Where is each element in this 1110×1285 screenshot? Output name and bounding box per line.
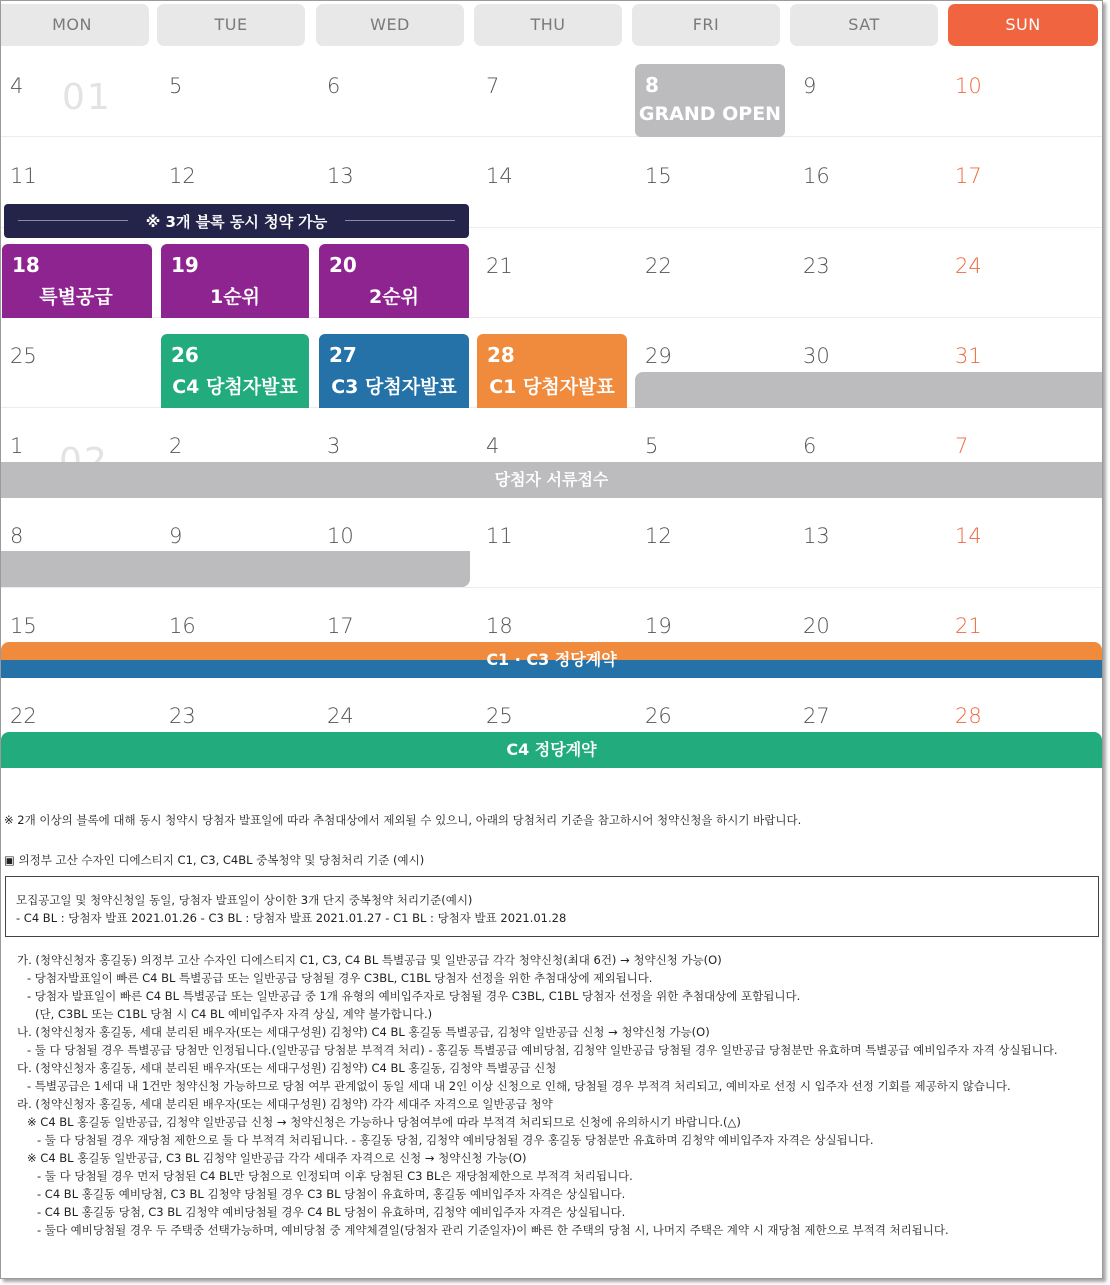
rule-da: 다. (청약신청자 홍길동, 세대 분리된 배우자(또는 세대구성원) 김청약) C4 BL 홍길동, 김청약 특별공급 신청 xyxy=(17,1061,557,1075)
day-number: 26 xyxy=(645,704,672,728)
event-label: 2순위 xyxy=(369,286,419,308)
c1-c3-contract-label: C1 · C3 정당계약 xyxy=(486,650,617,669)
day-number: 11 xyxy=(10,164,37,188)
event-first-priority xyxy=(161,244,309,318)
event-label: GRAND OPEN xyxy=(638,103,782,125)
day-number: 8 xyxy=(10,524,24,548)
rule-ga: 가. (청약신청자 홍길동) 의정부 고산 수자인 디에스티지 C1, C3, C4 BL 특별공급 및 일반공급 각각 청약신청(최대 6건) → 청약신청 가능(O) xyxy=(17,953,722,967)
event-day-number: 19 xyxy=(171,253,199,277)
box-line-2: - C4 BL : 당첨자 발표 2021.01.26 - C3 BL : 당첨자 발표 2021.01.27 - C1 BL : 당첨자 발표 2021.01.28 xyxy=(16,911,567,925)
day-number: 10 xyxy=(327,524,354,548)
event-day-number: 20 xyxy=(329,253,357,277)
day-number: 23 xyxy=(803,254,830,278)
rule-na: 나. (청약신청자 홍길동, 세대 분리된 배우자(또는 세대구성원) 김청약) C4 BL 홍길동 특별공급, 김청약 일반공급 신청 → 청약신청 가능(O) xyxy=(17,1025,710,1039)
day-number: 5 xyxy=(169,74,183,98)
rule-ra-case-2-detail: - 둘다 예비당첨될 경우 두 주택중 선택가능하며, 예비당첨 중 계약체결일(당첨자 관리 기준일자)이 빠른 한 주택의 당첨 시, 나머지 주택은 계약 시 재당첨 제한으로 부적격 처리됩니다. xyxy=(37,1223,949,1237)
event-label: C1 당첨자발표 xyxy=(489,376,615,398)
rule-ga-1: - 당첨자발표일이 빠른 C4 BL 특별공급 또는 일반공급 당첨될 경우 C3BL, C1BL 당첨자 선정을 위한 추첨대상에 제외됩니다. xyxy=(27,971,653,985)
day-number: 30 xyxy=(803,344,830,368)
event-label: 1순위 xyxy=(210,286,260,308)
month-label-jan: 01 xyxy=(62,77,112,118)
day-number: 9 xyxy=(169,524,183,548)
weekday-fri: FRI xyxy=(632,4,780,46)
event-c3-announcement xyxy=(319,334,469,408)
example-criteria-box xyxy=(5,876,1099,937)
event-label: C3 당첨자발표 xyxy=(331,376,457,398)
row-divider xyxy=(1,136,1102,137)
day-number: 4 xyxy=(486,434,500,458)
day-number: 6 xyxy=(327,74,341,98)
event-day-number: 8 xyxy=(645,73,659,97)
notes-heading: ▣ 의정부 고산 수자인 디에스티지 C1, C3, C4BL 중복청약 및 당첨처리 기준 (예시) xyxy=(4,853,425,867)
event-c1-announcement xyxy=(477,334,627,408)
weekday-wed: WED xyxy=(316,4,464,46)
day-number: 15 xyxy=(10,614,37,638)
day-number: 19 xyxy=(645,614,672,638)
day-number: 3 xyxy=(327,434,341,458)
day-number: 18 xyxy=(486,614,513,638)
banner-text: ※ 3개 블록 동시 청약 가능 xyxy=(145,213,328,231)
docs-period-bar-end xyxy=(1,551,470,587)
day-number: 4 xyxy=(10,74,24,98)
day-number: 25 xyxy=(10,344,37,368)
day-number: 12 xyxy=(645,524,672,548)
day-number: 7 xyxy=(486,74,500,98)
day-number: 16 xyxy=(803,164,830,188)
day-number: 1 xyxy=(10,434,24,458)
event-day-number: 26 xyxy=(171,343,199,367)
day-number: 29 xyxy=(645,344,672,368)
rule-da-1: - 특별공급은 1세대 내 1건만 청약신청 가능하므로 당첨 여부 관계없이 동일 세대 내 2인 이상 신청으로 인해, 당첨될 경우 부적격 처리되고, 예비자로 선정 시 입주자 선정 기회를 제공하지 않습니다. xyxy=(27,1079,1011,1093)
box-line-1: 모집공고일 및 청약신청일 동일, 당첨자 발표일이 상이한 3개 단지 중복청약 처리기준(예시) xyxy=(16,893,473,907)
weekday-sun: SUN xyxy=(948,4,1098,46)
event-special-supply xyxy=(2,244,152,318)
day-number: 22 xyxy=(10,704,37,728)
rule-ra-case-2-detail: - C4 BL 홍길동 예비당첨, C3 BL 김청약 당첨될 경우 C3 BL 당첨이 유효하며, 홍길동 예비입주자 자격은 상실됩니다. xyxy=(37,1187,626,1201)
day-number: 17 xyxy=(327,614,354,638)
event-label: C4 당첨자발표 xyxy=(172,376,298,398)
day-number: 23 xyxy=(169,704,196,728)
day-number: 25 xyxy=(486,704,513,728)
event-day-number: 28 xyxy=(487,343,515,367)
day-number: 13 xyxy=(803,524,830,548)
day-number: 9 xyxy=(803,74,817,98)
day-number: 16 xyxy=(169,614,196,638)
day-number: 13 xyxy=(327,164,354,188)
notes-intro: ※ 2개 이상의 블록에 대해 동시 청약시 당첨자 발표일에 따라 추첨대상에서 제외될 수 있으니, 아래의 당첨처리 기준을 참고하시어 청약신청을 하시기 바랍니다. xyxy=(4,813,802,827)
event-c4-announcement xyxy=(161,334,309,408)
day-number-sunday: 7 xyxy=(955,434,969,458)
rule-ra-case-2: ※ C4 BL 홍길동 일반공급, C3 BL 김청약 일반공급 각각 세대주 자격으로 신청 → 청약신청 가능(O) xyxy=(27,1151,527,1165)
simultaneous-banner xyxy=(4,204,469,238)
docs-period-bar-start xyxy=(635,372,1102,408)
day-number-sunday: 31 xyxy=(955,344,982,368)
rule-ra-case-1: ※ C4 BL 홍길동 일반공급, 김청약 일반공급 신청 → 청약신청은 가능하나 당첨여부에 따라 부적격 처리되므로 신청에 유의하시기 바랍니다.(△) xyxy=(27,1115,741,1129)
day-number: 20 xyxy=(803,614,830,638)
day-number-sunday: 24 xyxy=(955,254,982,278)
day-number-sunday: 28 xyxy=(955,704,982,728)
day-number: 12 xyxy=(169,164,196,188)
day-number: 27 xyxy=(803,704,830,728)
rule-ra-case-2-detail: - 둘 다 당첨될 경우 먼저 당첨된 C4 BL만 당첨으로 인정되며 이후 당첨된 C3 BL은 재당첨제한으로 부적격 처리됩니다. xyxy=(37,1169,633,1183)
event-day-number: 18 xyxy=(12,253,40,277)
event-label: 특별공급 xyxy=(39,286,113,308)
event-second-priority xyxy=(319,244,469,318)
day-number: 22 xyxy=(645,254,672,278)
day-number-sunday: 14 xyxy=(955,524,982,548)
rule-ra-case-2-detail: - C4 BL 홍길동 당첨, C3 BL 김청약 예비당첨될 경우 C4 BL 당첨이 유효하며, 김청약 예비입주자 자격은 상실됩니다. xyxy=(37,1205,626,1219)
day-number: 6 xyxy=(803,434,817,458)
rule-ra: 라. (청약신청자 홍길동, 세대 분리된 배우자(또는 세대구성원) 김청약) 각각 세대주 자격으로 일반공급 청약 xyxy=(17,1097,553,1111)
day-number: 21 xyxy=(486,254,513,278)
day-number: 15 xyxy=(645,164,672,188)
day-number-sunday: 10 xyxy=(955,74,982,98)
day-number-sunday: 17 xyxy=(955,164,982,188)
event-grand-open xyxy=(635,64,785,137)
day-number-sunday: 21 xyxy=(955,614,982,638)
row-divider xyxy=(1,587,1102,588)
rule-ga-3: (단, C3BL 또는 C1BL 당첨 시 C4 BL 예비입주자 자격 상실, 계약 불가합니다.) xyxy=(35,1007,433,1021)
weekday-thu: THU xyxy=(474,4,622,46)
docs-period-bar: 당첨자 서류접수 xyxy=(1,462,1102,498)
weekday-tue: TUE xyxy=(157,4,305,46)
c4-contract-bar: C4 정당계약 xyxy=(1,732,1102,768)
day-number: 5 xyxy=(645,434,659,458)
weekday-sat: SAT xyxy=(790,4,938,46)
day-number: 24 xyxy=(327,704,354,728)
day-number: 2 xyxy=(169,434,183,458)
weekday-mon: MON xyxy=(0,4,149,46)
rule-ra-case-1-detail: - 둘 다 당첨될 경우 재당첨 제한으로 둘 다 부적격 처리됩니다. - 홍길동 당첨, 김청약 예비당첨될 경우 홍길동 당첨분만 유효하며 김청약 예비입주자 자격은 상실됩니다. xyxy=(37,1133,874,1147)
day-number: 14 xyxy=(486,164,513,188)
event-day-number: 27 xyxy=(329,343,357,367)
day-number: 11 xyxy=(486,524,513,548)
rule-ga-2: - 당첨자 발표일이 빠른 C4 BL 특별공급 또는 일반공급 중 1개 유형의 예비입주자로 당첨될 경우 C3BL, C1BL 당첨자 선정을 위한 추첨대상에 포함됩니다. xyxy=(27,989,801,1003)
rule-na-1: - 둘 다 당첨될 경우 특별공급 당첨만 인정됩니다.(일반공급 당첨분 부적격 처리) - 홍길동 특별공급 예비당첨, 김청약 일반공급 당첨될 경우 일반공급 당첨분만 유효하며 특별공급 예비입주자 자격 상실됩니다. xyxy=(27,1043,1058,1057)
